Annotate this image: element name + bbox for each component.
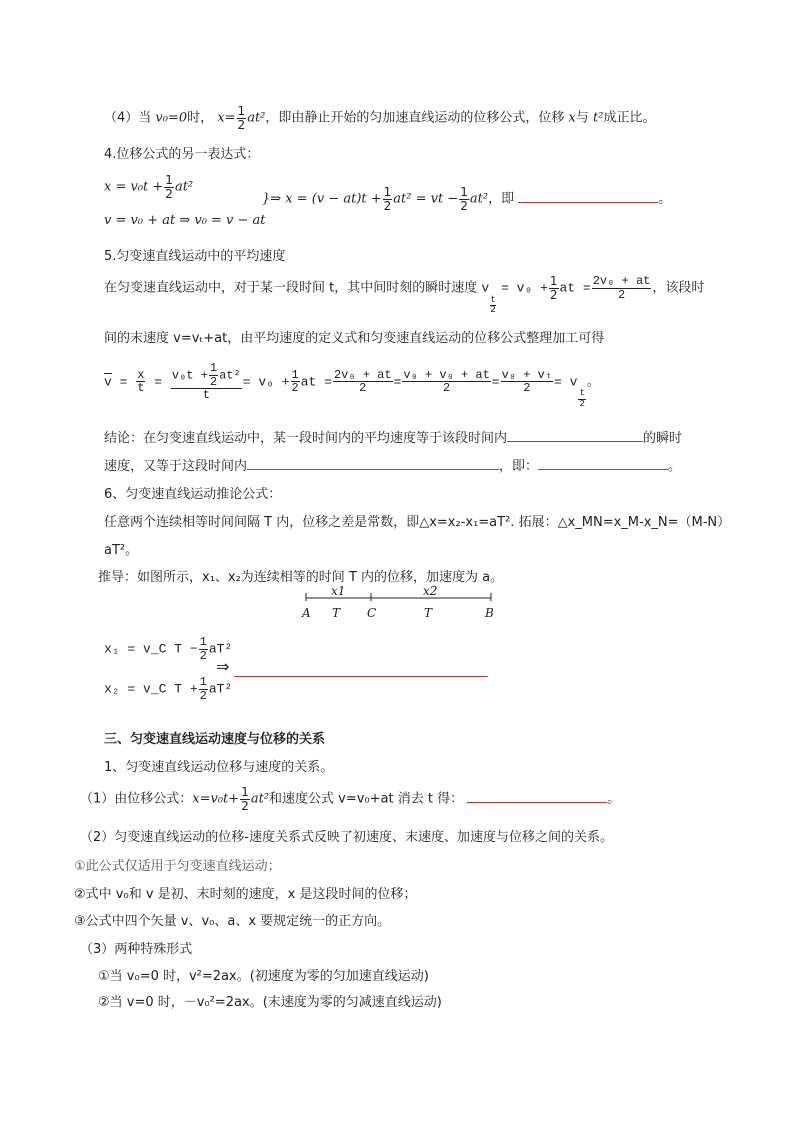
p4-line: （4）当 v₀=0时， x= $\frac{1}{2}$ at²，即由静止开始的匀加速直线运动的位移公式，位移 x与 t²成正比。 [104,104,656,132]
s6-line2: aT²。 [104,543,139,558]
section-4-title: 4.位移公式的另一表达式： [104,147,260,162]
label-T2: T [424,606,433,620]
s4-eq-line1: x = v₀t + $\frac{1}{2}$ at² [104,173,194,201]
point-B: B [485,606,494,620]
label-x2: x2 [423,584,438,598]
s5-average-velocity-equation: $\overline{v}$ = $\frac{x}{t}$ = v₀t + $\frac{1}{2}$ at² t = v₀ + $\frac{1}{2}$ at = $\frac{\text{2v₀ + at}}{2}$ = $\frac{\text{v₀ + v₀ + at}}{2}$ = $\frac{\text{v₀ + vₜ}}{2}$ = v $\frac{t}{2}$ 。 [104,361,600,409]
s3-note2: ②式中 v₀和 v 是初、末时刻的速度，x 是这段时间的位移； [74,887,417,902]
s3-q2: （2）匀变速直线运动的位移-速度关系式反映了初速度、末速度、加速度与位移之间的关系。 [80,830,613,845]
s6-eq2: x₂ = v_C T + $\frac{1}{2}$ aT² [104,675,233,703]
s4-eq-rhs: }⇒ x = (v − at)t + $\frac{1}{2}$ at² = vt − $\frac{1}{2}$ at²，即 。 [262,185,672,213]
point-C: C [367,606,377,620]
s3-q1: （1）由位移公式：x=v₀t+ $\frac{1}{2}$ at²和速度公式 v=v₀+at 消去 t 得： 。 [80,785,621,813]
s6-derivation: 推导：如图所示，x₁、x₂为连续相等的时间 T 内的位移，加速度为 a。 [98,570,504,585]
half-fraction: $\frac{1}{2}$ [237,104,246,132]
s6-implies: ⇒ [216,657,230,676]
s6-line1: 任意两个连续相等时间间隔 T 内，位移之差是常数，即△x=x₂-x₁=aT². 拓展：△x_MN=x_M-x_N=（M-N） [104,515,731,530]
v0-eq: v₀=0 [155,110,188,126]
answer-blank-s3[interactable] [467,788,607,803]
s3-q3: （3）两种特殊形式 [80,942,193,957]
section-6-title: 6、匀变速直线运动推论公式： [104,487,282,502]
s6-eq1: x₁ = v_C T − $\frac{1}{2}$ aT² [104,635,233,663]
s5-conclusion-line2: 速度，又等于这段时间内 ，即： 。 [104,455,681,474]
s5-line1: 在匀变速直线运动中，对于某一段时间 t，其中间时刻的瞬时速度 v $\frac{t}{2}$ = v₀ + $\frac{1}{2}$ at = $\frac{\text{2v₀ + at}}{2}$ ，该段时 [104,274,705,316]
label-x1: x1 [331,584,346,598]
answer-blank-s5-a[interactable] [507,427,643,442]
s5-conclusion-line1: 结论：在匀变速直线运动中，某一段时间内的平均速度等于该段时间内 的瞬时 [104,427,682,446]
s5-line2: 间的末速度 v=vₜ+at，由平均速度的定义式和匀变速直线运动的位移公式整理加工可得 [104,331,605,346]
s3-note3: ③公式中四个矢量 v、v₀、a、x 要规定统一的正方向。 [74,914,391,929]
point-A: A [302,606,311,620]
s3-form2: ②当 v=0 时，－v₀²=2ax。(末速度为零的匀减速直线运动) [98,995,442,1010]
s4-eq-line2: v = v₀ + at ⇒ v₀ = v − at [104,213,266,228]
s3-form1: ①当 v₀=0 时，v²=2ax。(初速度为零的匀加速直线运动) [98,969,429,984]
answer-blank-s5-c[interactable] [538,455,668,470]
answer-blank-s5-b[interactable] [247,455,499,470]
segment-diagram [296,584,500,624]
answer-blank-s4[interactable] [518,188,658,203]
s3-note1: ①此公式仅适用于匀变速直线运动； [74,859,281,874]
section-5-title: 5.匀变速直线运动中的平均速度 [104,249,286,264]
part-3-heading: 三、匀变速直线运动速度与位移的关系 [104,732,326,747]
s3-sub1: 1、匀变速直线运动位移与速度的关系。 [104,760,334,775]
answer-blank-s6[interactable] [234,662,488,677]
label-T1: T [332,606,341,620]
